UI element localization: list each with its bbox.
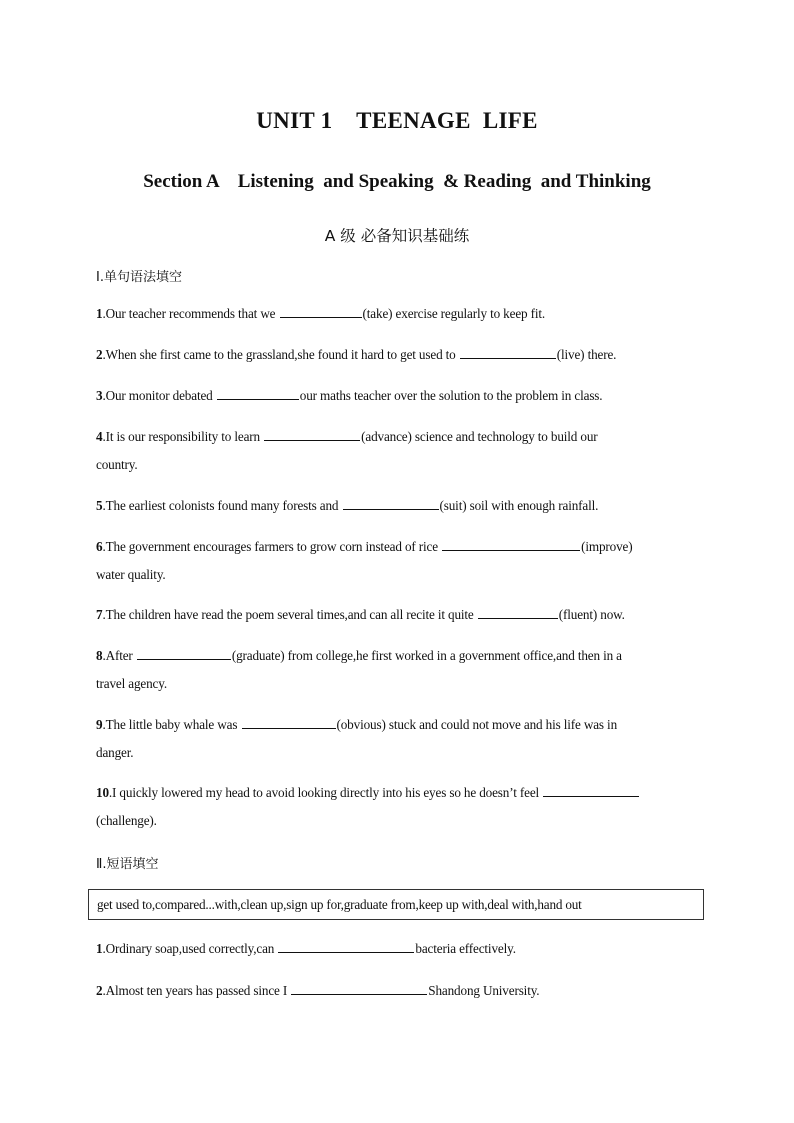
answer-blank[interactable] <box>442 536 580 551</box>
question-text: .When she first came to the grassland,she found it hard to get used to <box>102 347 459 362</box>
question-text: (improve) <box>581 539 633 554</box>
answer-blank[interactable] <box>460 344 556 359</box>
question-item <box>96 642 706 698</box>
question-text: .Ordinary soap,used correctly,can <box>102 941 278 956</box>
question-text: bacteria effectively. <box>415 941 516 956</box>
answer-blank[interactable] <box>137 645 231 660</box>
question-text: .Our monitor debated <box>102 388 216 403</box>
question-number: 4 <box>96 429 103 444</box>
level-heading: A 级 必备知识基础练 <box>324 227 470 245</box>
question-text-continued: (challenge). <box>96 813 157 828</box>
question-number: 2 <box>96 347 103 362</box>
question-number: 10 <box>96 785 109 800</box>
question-number: 1 <box>96 941 103 956</box>
question-text: .It is our responsibility to learn <box>102 429 264 444</box>
question-item <box>96 300 706 328</box>
question-item <box>96 977 706 1005</box>
question-text: our maths teacher over the solution to the problem in class. <box>299 388 603 403</box>
answer-blank[interactable] <box>343 495 439 510</box>
question-text: (graduate) from college,he first worked in a government office,and then in a <box>231 648 622 663</box>
question-item <box>96 711 706 767</box>
answer-blank[interactable] <box>217 385 299 400</box>
answer-blank[interactable] <box>543 782 639 797</box>
question-text: (advance) science and technology to build our <box>361 429 598 444</box>
question-number: 1 <box>96 306 103 321</box>
answer-blank[interactable] <box>264 426 360 441</box>
section-title: Section A Listening and Speaking & Reading and Thinking <box>143 171 651 192</box>
answer-blank[interactable] <box>280 303 362 318</box>
answer-blank[interactable] <box>291 980 427 995</box>
question-text-continued: water quality. <box>96 567 166 582</box>
answer-blank[interactable] <box>278 938 414 953</box>
unit-title: UNIT 1 TEENAGE LIFE <box>256 108 538 133</box>
question-number: 5 <box>96 498 103 513</box>
question-text: (suit) soil with enough rainfall. <box>439 498 599 513</box>
question-item <box>96 423 706 479</box>
question-item <box>96 601 706 629</box>
question-text: .The government encourages farmers to grow corn instead of rice <box>102 539 442 554</box>
question-number: 8 <box>96 648 103 663</box>
question-text: .Our teacher recommends that we <box>102 306 279 321</box>
question-item <box>96 779 706 835</box>
question-item <box>96 492 706 520</box>
question-text-continued: danger. <box>96 745 134 760</box>
question-text: (live) there. <box>556 347 617 362</box>
answer-blank[interactable] <box>242 714 336 729</box>
question-number: 2 <box>96 983 103 998</box>
question-text: (obvious) stuck and could not move and his life was in <box>336 717 618 732</box>
question-item <box>96 935 706 963</box>
part1-heading: Ⅰ.单句语法填空 <box>96 270 182 285</box>
question-item <box>96 533 706 589</box>
question-text: (take) exercise regularly to keep fit. <box>362 306 546 321</box>
question-item <box>96 382 706 410</box>
question-text-continued: country. <box>96 457 138 472</box>
question-text: .I quickly lowered my head to avoid looking directly into his eyes so he doesn’t feel <box>108 785 543 800</box>
question-number: 9 <box>96 717 103 732</box>
question-number: 7 <box>96 607 103 622</box>
question-text: .Almost ten years has passed since I <box>102 983 291 998</box>
question-number: 6 <box>96 539 103 554</box>
question-text-continued: travel agency. <box>96 676 167 691</box>
question-text: .After <box>102 648 136 663</box>
word-bank-box: get used to,compared...with,clean up,sign up for,graduate from,keep up with,deal with,hand out <box>88 889 704 920</box>
question-number: 3 <box>96 388 103 403</box>
question-text: .The little baby whale was <box>102 717 241 732</box>
question-text: .The earliest colonists found many forests and <box>102 498 342 513</box>
question-text: (fluent) now. <box>558 607 625 622</box>
answer-blank[interactable] <box>478 604 558 619</box>
question-text: .The children have read the poem several times,and can all recite it quite <box>102 607 477 622</box>
question-text: Shandong University. <box>428 983 540 998</box>
part2-heading: Ⅱ.短语填空 <box>96 857 159 872</box>
question-item <box>96 341 706 369</box>
